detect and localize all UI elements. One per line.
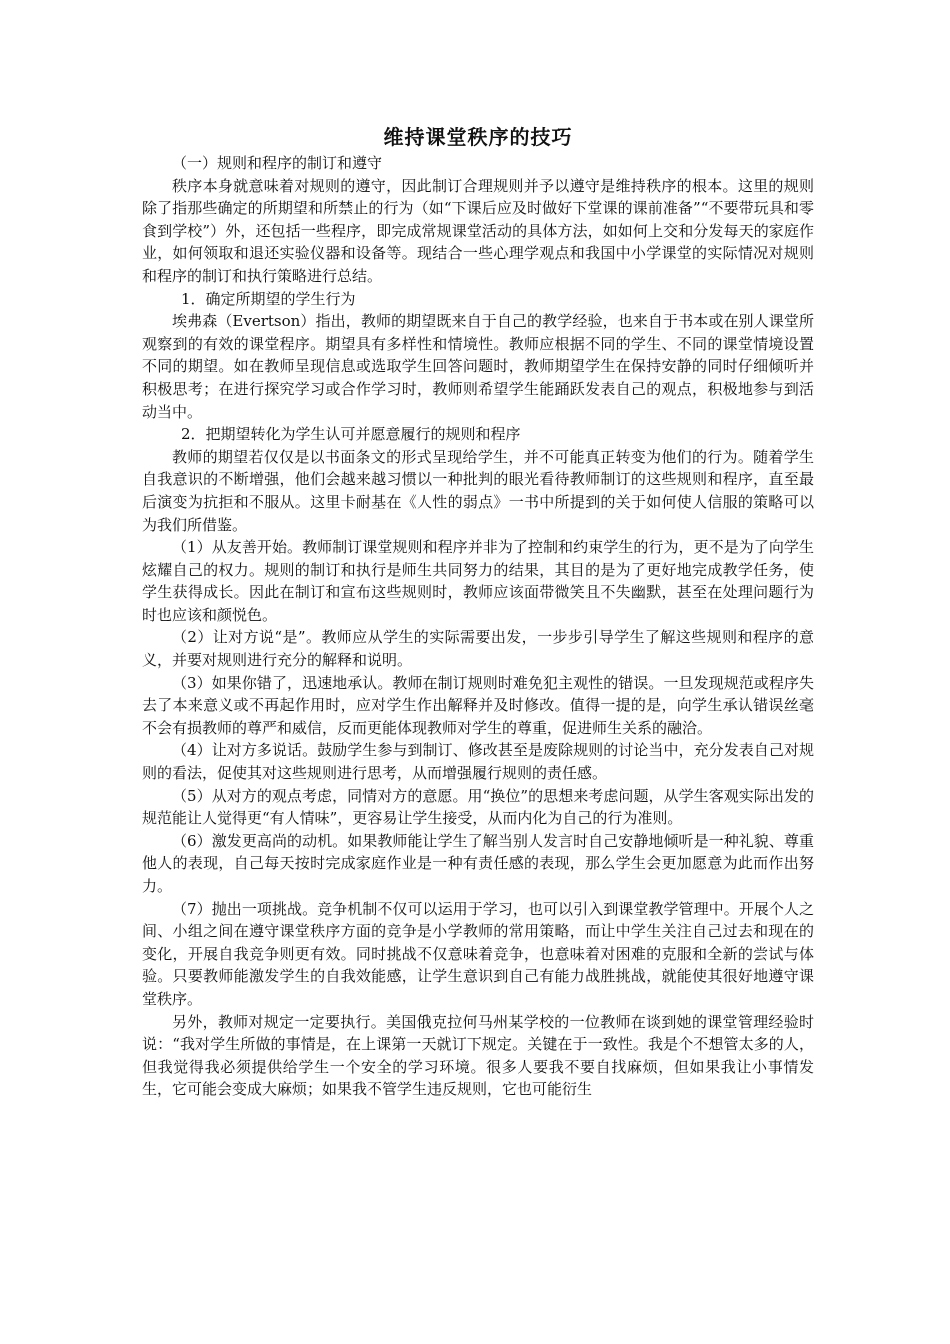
list-item-7: （7）抛出一项挑战。竞争机制不仅可以运用于学习，也可以引入到课堂教学管理中。开展个人之间、小组之间在遵守课堂秩序方面的竞争是小学教师的常用策略，而让中学生关注自己过去和现在的变化，开展自我竞争则更有效。同时挑战不仅意味着竞争，也意味着对困难的克服和全新的尝试与体验。只要教师能激发学生的自我效能感，让学生意识到自己有能力战胜挑战，就能使其很好地遵守课堂秩序。 xyxy=(142,899,814,1008)
subheading-1: 1．确定所期望的学生行为 xyxy=(181,289,356,308)
subheading-2: 2．把期望转化为学生认可并愿意履行的规则和程序 xyxy=(181,425,521,444)
list-item-2: （2）让对方说“是”。教师应从学生的实际需要出发，一步步引导学生了解这些规则和程序的意义，并要对规则进行充分的解释和说明。 xyxy=(142,628,814,670)
list-item-5: （5）从对方的观点考虑，同情对方的意愿。用“换位”的思想来考虑问题，从学生客观实际出发的规范能让人觉得更“有人情味”，更容易让学生接受，从而内化为自己的行为准则。 xyxy=(142,786,814,828)
intro-paragraph: 秩序本身就意味着对规则的遵守，因此制订合理规则并予以遵守是维持秩序的根本。这里的规则除了指那些确定的所期望和所禁止的行为（如“下课后应及时做好下堂课的课前准备”“不要带玩具和零食到学校”）外，还包括一些程序，即完成常规课堂活动的具体方法，如如何上交和分发每天的家庭作业，如何领取和退还实验仪器和设备等。现结合一些心理学观点和我国中小学课堂的实际情况对规则和程序的制订和执行策略进行总结。 xyxy=(142,176,814,285)
list-item-6: （6）激发更高尚的动机。如果教师能让学生了解当别人发言时自己安静地倾听是一种礼貌、尊重他人的表现，自己每天按时完成家庭作业是一种有责任感的表现，那么学生会更加愿意为此而作出努力。 xyxy=(142,831,814,895)
list-item-3: （3）如果你错了，迅速地承认。教师在制订规则时难免犯主观性的错误。一旦发现规范或程序失去了本来意义或不再起作用时，应对学生作出解释并及时修改。值得一提的是，向学生承认错误丝毫不会有损教师的尊严和威信，反而更能体现教师对学生的尊重，促进师生关系的融洽。 xyxy=(142,673,814,737)
document-page xyxy=(142,118,814,1101)
paragraph-evertson: 埃弗森（Evertson）指出，教师的期望既来自于自己的教学经验，也来自于书本或在别人课堂所观察到的有效的课堂程序。期望具有多样性和情境性。教师应根据不同的学生、不同的课堂情境设置不同的期望。如在教师呈现信息或选取学生回答问题时，教师期望学生在保持安静的同时仔细倾听并积极思考；在进行探究学习或合作学习时，教师则希望学生能踊跃发表自己的观点，积极地参与到活动当中。 xyxy=(142,312,814,421)
section-heading: （一）规则和程序的制订和遵守 xyxy=(172,154,383,172)
paragraph-expectations: 教师的期望若仅仅是以书面条文的形式呈现给学生，并不可能真正转变为他们的行为。随着学生自我意识的不断增强，他们会越来越习惯以一种批判的眼光看待教师制订的这些规则和程序，直至最后演变为抗拒和不服从。这里卡耐基在《人性的弱点》一书中所提到的关于如何使人信服的策略可以为我们所借鉴。 xyxy=(142,447,814,534)
list-item-1: （1）从友善开始。教师制订课堂规则和程序并非为了控制和约束学生的行为，更不是为了向学生炫耀自己的权力。规则的制订和执行是师生共同努力的结果，其目的是为了更好地完成教学任务，使学生获得成长。因此在制订和宣布这些规则时，教师应该面带微笑且不失幽默，甚至在处理问题行为时也应该和颜悦色。 xyxy=(142,538,814,624)
paragraph-enforcement: 另外，教师对规定一定要执行。美国俄克拉何马州某学校的一位教师在谈到她的课堂管理经验时说：“我对学生所做的事情是，在上课第一天就订下规定。关键在于一致性。我是个不想管太多的人，但我觉得我必须提供给学生一个安全的学习环境。很多人要我不要自找麻烦，但如果我让小事情发生，它可能会变成大麻烦；如果我不管学生违反规则，它也可能衍生 xyxy=(142,1012,814,1099)
document-title: 维持课堂秩序的技巧 xyxy=(383,125,573,149)
list-item-4: （4）让对方多说话。鼓励学生参与到制订、修改甚至是废除规则的讨论当中，充分发表自己对规则的看法，促使其对这些规则进行思考，从而增强履行规则的责任感。 xyxy=(142,741,814,783)
